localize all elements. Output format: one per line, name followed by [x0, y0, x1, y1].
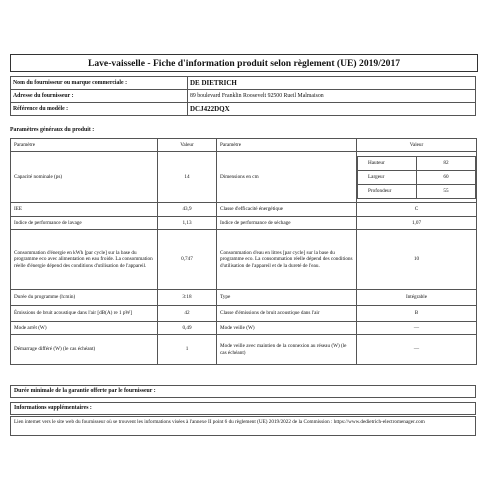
parameters-table: [10, 138, 477, 365]
capacity-value: 14: [158, 152, 217, 203]
guarantee-label: Durée minimale de la garantie offerte par le fournisseur :: [14, 388, 156, 394]
height-value: 82: [417, 156, 476, 170]
wash-index-value: 1,13: [158, 217, 217, 230]
extra-info-box: [10, 402, 476, 415]
extra-info-text: Lien internet vers le site web du fournisseur où se trouvent les informations visées à l'annexe II point 6 du règlement (UE) 2019/2022 de la Commission : https://www.dedietrich-electromenager.com: [14, 419, 425, 425]
params-header-row: [11, 139, 477, 152]
general-section-label: Paramètres généraux du produit :: [10, 127, 95, 133]
iee-label: IEE: [11, 203, 158, 217]
dimensions-cell: [357, 152, 477, 203]
width-value: 60: [417, 170, 476, 184]
header-param: Paramètre: [11, 139, 158, 152]
type-label: Type: [217, 290, 357, 306]
off-mode-label: Mode arrêt (W): [11, 322, 158, 335]
type-value: Intégrable: [357, 290, 477, 306]
energy-consumption-value: 0,747: [158, 230, 217, 290]
noise-class-value: B: [357, 306, 477, 322]
power-mode-row: [11, 322, 477, 335]
water-consumption-value: 10: [357, 230, 477, 290]
noise-label: Émissions de bruit acoustique dans l'air [dB(A) re 1 pW]: [11, 306, 158, 322]
supplier-address-value: 89 boulevard Franklin Roosevelt 92500 Rueil Malmaison: [188, 90, 476, 103]
delay-row: [11, 335, 477, 365]
networked-standby-label: Mode veille avec maintien de la connexion au réseau (W) (le cas échéant): [217, 335, 357, 365]
noise-value: 42: [158, 306, 217, 322]
header-param-2: Paramètre: [217, 139, 357, 152]
supplier-name-row: [11, 77, 476, 90]
wash-index-label: Indice de performance de lavage: [11, 217, 158, 230]
extra-info-label: Informations supplémentaires :: [14, 405, 92, 411]
supplier-name-label: Nom du fournisseur ou marque commerciale :: [11, 77, 188, 90]
duration-row: [11, 290, 477, 306]
capacity-row: [11, 152, 477, 203]
networked-standby-value: —: [357, 335, 477, 365]
supplier-address-row: [11, 90, 476, 103]
sheet-title: Lave-vaisselle - Fiche d'information produit selon règlement (UE) 2019/2017: [10, 54, 478, 72]
noise-row: [11, 306, 477, 322]
model-label: Référence du modèle :: [11, 103, 188, 116]
duration-value: 3:18: [158, 290, 217, 306]
model-row: [11, 103, 476, 116]
energy-class-label: Classe d'efficacité énergétique: [217, 203, 357, 217]
dimensions-label: Dimensions en cm: [217, 152, 357, 203]
off-mode-value: 0,49: [158, 322, 217, 335]
guarantee-box: [10, 385, 476, 398]
consumption-row: [11, 230, 477, 290]
iee-row: [11, 203, 477, 217]
model-value: DCJ422DQX: [188, 103, 476, 116]
water-consumption-label: Consommation d'eau en litres [par cycle] sur la base du programme eco. La consommation réelle dépend des conditions d'utilisation de l'appareil et de la dureté de l'eau.: [217, 230, 357, 290]
capacity-label: Capacité nominale (ps): [11, 152, 158, 203]
extra-info-text-box: [10, 416, 476, 436]
duration-label: Durée du programme (h:min): [11, 290, 158, 306]
header-value: Valeur: [158, 139, 217, 152]
dry-index-value: 1,07: [357, 217, 477, 230]
width-label: Largeur: [358, 170, 417, 184]
noise-class-label: Classe d'émissions de bruit acoustique dans l'air: [217, 306, 357, 322]
performance-row: [11, 217, 477, 230]
supplier-address-label: Adresse du fournisseur :: [11, 90, 188, 103]
energy-class-value: C: [357, 203, 477, 217]
delay-start-value: 1: [158, 335, 217, 365]
height-label: Hauteur: [358, 156, 417, 170]
standby-value: —: [357, 322, 477, 335]
header-value-2: Valeur: [357, 139, 477, 152]
depth-label: Profondeur: [358, 184, 417, 198]
iee-value: 43,9: [158, 203, 217, 217]
depth-value: 55: [417, 184, 476, 198]
supplier-table: [10, 76, 476, 116]
energy-consumption-label: Consommation d'énergie en kWh [par cycle] sur la base du programme eco avec alimentation en eau froide. La consommation réelle d'énergie dépend des conditions d'utilisation de l'appareil.: [11, 230, 158, 290]
supplier-name-value: DE DIETRICH: [188, 77, 476, 90]
dry-index-label: Indice de performance de séchage: [217, 217, 357, 230]
delay-start-label: Démarrage différé (W) (le cas échéant): [11, 335, 158, 365]
standby-label: Mode veille (W): [217, 322, 357, 335]
dimensions-table: [357, 156, 476, 199]
